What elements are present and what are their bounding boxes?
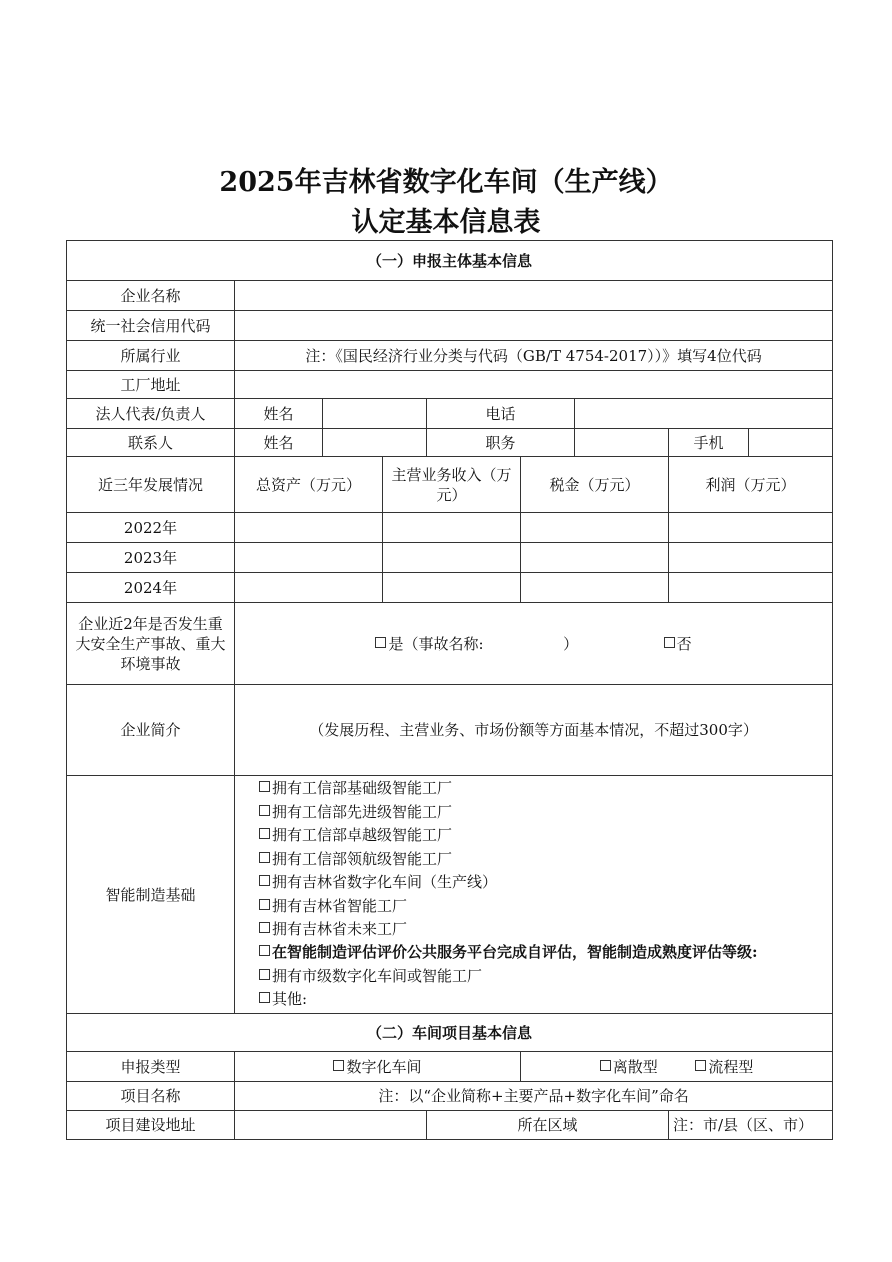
smart-option-self-assessment: 在智能制造评估评价公共服务平台完成自评估，智能制造成熟度评估等级: — [259, 941, 832, 964]
contact-name-field[interactable] — [323, 429, 427, 457]
smart-option: 拥有工信部卓越级智能工厂 — [259, 824, 832, 847]
smart-option-checkbox[interactable] — [259, 922, 270, 933]
year-2023-revenue-field[interactable] — [383, 543, 521, 573]
smart-manufacturing-label: 智能制造基础 — [67, 776, 235, 1014]
accident-yes-label: 是（事故名称: — [388, 634, 484, 653]
apply-type-digital-option — [235, 1052, 521, 1082]
profile-field[interactable]: （发展历程、主营业务、市场份额等方面基本情况，不超过300字） — [235, 685, 833, 776]
smart-option-checkbox[interactable] — [259, 828, 270, 839]
year-2023-tax-field[interactable] — [521, 543, 669, 573]
year-2023-profit-field[interactable] — [669, 543, 833, 573]
project-address-field[interactable] — [235, 1111, 427, 1140]
region-label: 所在区域 — [427, 1111, 669, 1140]
section-header-applicant: （一）申报主体基本信息 — [67, 241, 833, 281]
project-address-label: 项目建设地址 — [67, 1111, 235, 1140]
smart-option: 拥有吉林省数字化车间（生产线） — [259, 871, 832, 894]
contact-mobile-label: 手机 — [669, 429, 749, 457]
smart-option: 拥有工信部领航级智能工厂 — [259, 848, 832, 871]
year-2023-assets-field[interactable] — [235, 543, 383, 573]
smart-option-checkbox[interactable] — [259, 992, 270, 1003]
accident-yes-checkbox[interactable] — [375, 637, 386, 648]
process-type-checkbox[interactable] — [695, 1060, 706, 1071]
year-2024-label: 2024年 — [67, 573, 235, 603]
year-2022-profit-field[interactable] — [669, 513, 833, 543]
smart-option-other: 其他: — [259, 988, 832, 1011]
dev-col-tax: 税金（万元） — [521, 457, 669, 513]
credit-code-label: 统一社会信用代码 — [67, 311, 235, 341]
doc-title-line2: 认定基本信息表 — [351, 207, 541, 238]
legal-rep-name-field[interactable] — [323, 399, 427, 429]
apply-type-subtype-options — [521, 1052, 833, 1082]
development-label: 近三年发展情况 — [67, 457, 235, 513]
company-name-field[interactable] — [235, 281, 833, 311]
contact-label: 联系人 — [67, 429, 235, 457]
year-2022-label: 2022年 — [67, 513, 235, 543]
smart-option-checkbox[interactable] — [259, 969, 270, 980]
year-2023-label: 2023年 — [67, 543, 235, 573]
smart-option-checkbox[interactable] — [259, 805, 270, 816]
legal-rep-name-label: 姓名 — [235, 399, 323, 429]
accident-label: 企业近2年是否发生重大安全生产事故、重大环境事故 — [67, 603, 235, 685]
discrete-type-checkbox[interactable] — [600, 1060, 611, 1071]
accident-no-checkbox[interactable] — [664, 637, 675, 648]
smart-option: 拥有吉林省智能工厂 — [259, 895, 832, 918]
profile-label: 企业简介 — [67, 685, 235, 776]
smart-option-checkbox[interactable] — [259, 852, 270, 863]
smart-option-checkbox[interactable] — [259, 781, 270, 792]
project-name-label: 项目名称 — [67, 1082, 235, 1111]
year-2022-revenue-field[interactable] — [383, 513, 521, 543]
accident-options — [235, 603, 833, 685]
region-field[interactable]: 注：市/县（区、市） — [669, 1111, 833, 1140]
smart-option: 拥有工信部先进级智能工厂 — [259, 801, 832, 824]
year-2024-tax-field[interactable] — [521, 573, 669, 603]
digital-workshop-checkbox[interactable] — [333, 1060, 344, 1071]
section-header-project: （二）车间项目基本信息 — [67, 1014, 833, 1052]
industry-label: 所属行业 — [67, 341, 235, 371]
smart-option-checkbox[interactable] — [259, 945, 270, 956]
contact-name-label: 姓名 — [235, 429, 323, 457]
smart-option: 拥有市级数字化车间或智能工厂 — [259, 965, 832, 988]
digital-workshop-label: 数字化车间 — [346, 1057, 422, 1076]
smart-option-checkbox[interactable] — [259, 875, 270, 886]
discrete-type-label: 离散型 — [612, 1057, 658, 1076]
apply-type-label: 申报类型 — [67, 1052, 235, 1082]
legal-rep-phone-field[interactable] — [575, 399, 833, 429]
doc-title-line1: 2025年吉林省数字化车间（生产线） — [219, 167, 673, 198]
company-name-label: 企业名称 — [67, 281, 235, 311]
factory-address-label: 工厂地址 — [67, 371, 235, 399]
contact-mobile-field[interactable] — [749, 429, 833, 457]
smart-manufacturing-options — [235, 776, 833, 1014]
accident-close-paren: ） — [563, 634, 579, 653]
smart-option: 拥有工信部基础级智能工厂 — [259, 777, 832, 800]
accident-no-label: 否 — [676, 634, 692, 653]
year-2024-assets-field[interactable] — [235, 573, 383, 603]
year-2022-assets-field[interactable] — [235, 513, 383, 543]
process-type-label: 流程型 — [708, 1057, 754, 1076]
smart-option: 拥有吉林省未来工厂 — [259, 918, 832, 941]
dev-col-profit: 利润（万元） — [669, 457, 833, 513]
project-name-field[interactable]: 注：以“企业简称+主要产品+数字化车间”命名 — [235, 1082, 833, 1111]
info-form-table — [66, 240, 833, 1140]
contact-position-field[interactable] — [575, 429, 669, 457]
legal-rep-label: 法人代表/负责人 — [67, 399, 235, 429]
dev-col-revenue: 主营业务收入（万元） — [383, 457, 521, 513]
industry-field[interactable]: 注：《国民经济行业分类与代码（GB/T 4754-2017））》填写4位代码 — [235, 341, 833, 371]
smart-option-checkbox[interactable] — [259, 899, 270, 910]
year-2022-tax-field[interactable] — [521, 513, 669, 543]
credit-code-field[interactable] — [235, 311, 833, 341]
dev-col-assets: 总资产（万元） — [235, 457, 383, 513]
year-2024-revenue-field[interactable] — [383, 573, 521, 603]
contact-position-label: 职务 — [427, 429, 575, 457]
factory-address-field[interactable] — [235, 371, 833, 399]
year-2024-profit-field[interactable] — [669, 573, 833, 603]
legal-rep-phone-label: 电话 — [427, 399, 575, 429]
